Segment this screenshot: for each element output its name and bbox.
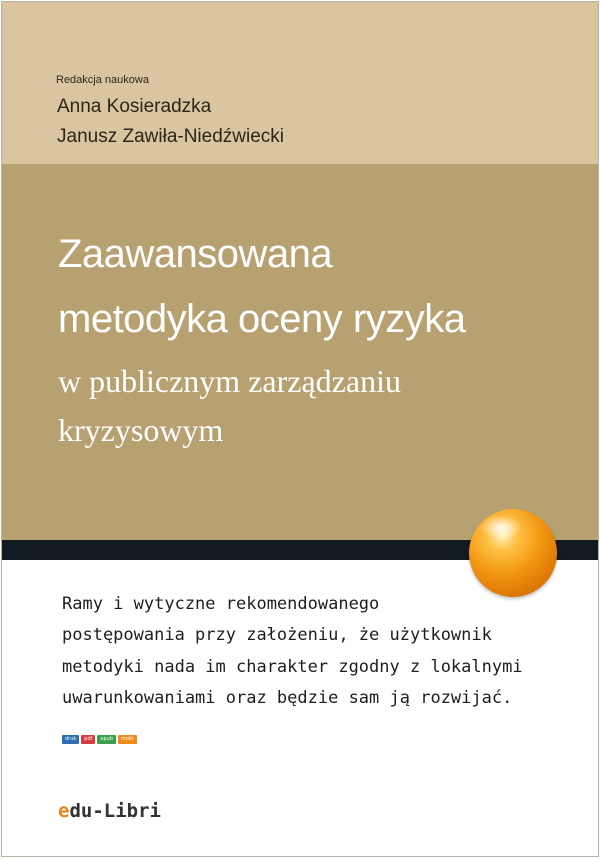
title-line-2: metodyka oceny ryzyka: [58, 297, 466, 341]
blurb-line-3: metodyki nada im charakter zgodny z lokalnymi: [62, 657, 523, 677]
blurb-line-2: postępowania przy założeniu, że użytkownik: [62, 625, 492, 645]
book-cover: [1, 1, 599, 857]
subtitle-line-1: w publicznym zarządzaniu: [58, 363, 401, 399]
author-name-2: Janusz Zawiła-Niedźwiecki: [57, 126, 285, 147]
publisher-logo: [58, 800, 161, 822]
publisher-logo-accent: e: [58, 800, 70, 822]
subtitle-line-2: kryzysowym: [58, 412, 224, 448]
blurb-line-4: uwarunkowaniami oraz będzie sam ją rozwijać.: [62, 688, 513, 708]
editor-label: Redakcja naukowa: [56, 74, 149, 86]
blurb-line-1: Ramy i wytyczne rekomendowanego: [62, 594, 380, 614]
format-tag-mobi: mobi: [118, 735, 137, 744]
author-name-1: Anna Kosieradzka: [57, 96, 212, 117]
orb-highlight: [481, 516, 521, 538]
format-tag-print: druk: [62, 735, 79, 744]
format-tag-epub: epub: [97, 735, 116, 744]
title-band: [2, 164, 598, 540]
format-tag-pdf: pdf: [81, 735, 95, 744]
format-tags: [62, 735, 137, 744]
publisher-logo-rest: du-Libri: [69, 800, 161, 822]
title-line-1: Zaawansowana: [58, 232, 333, 276]
